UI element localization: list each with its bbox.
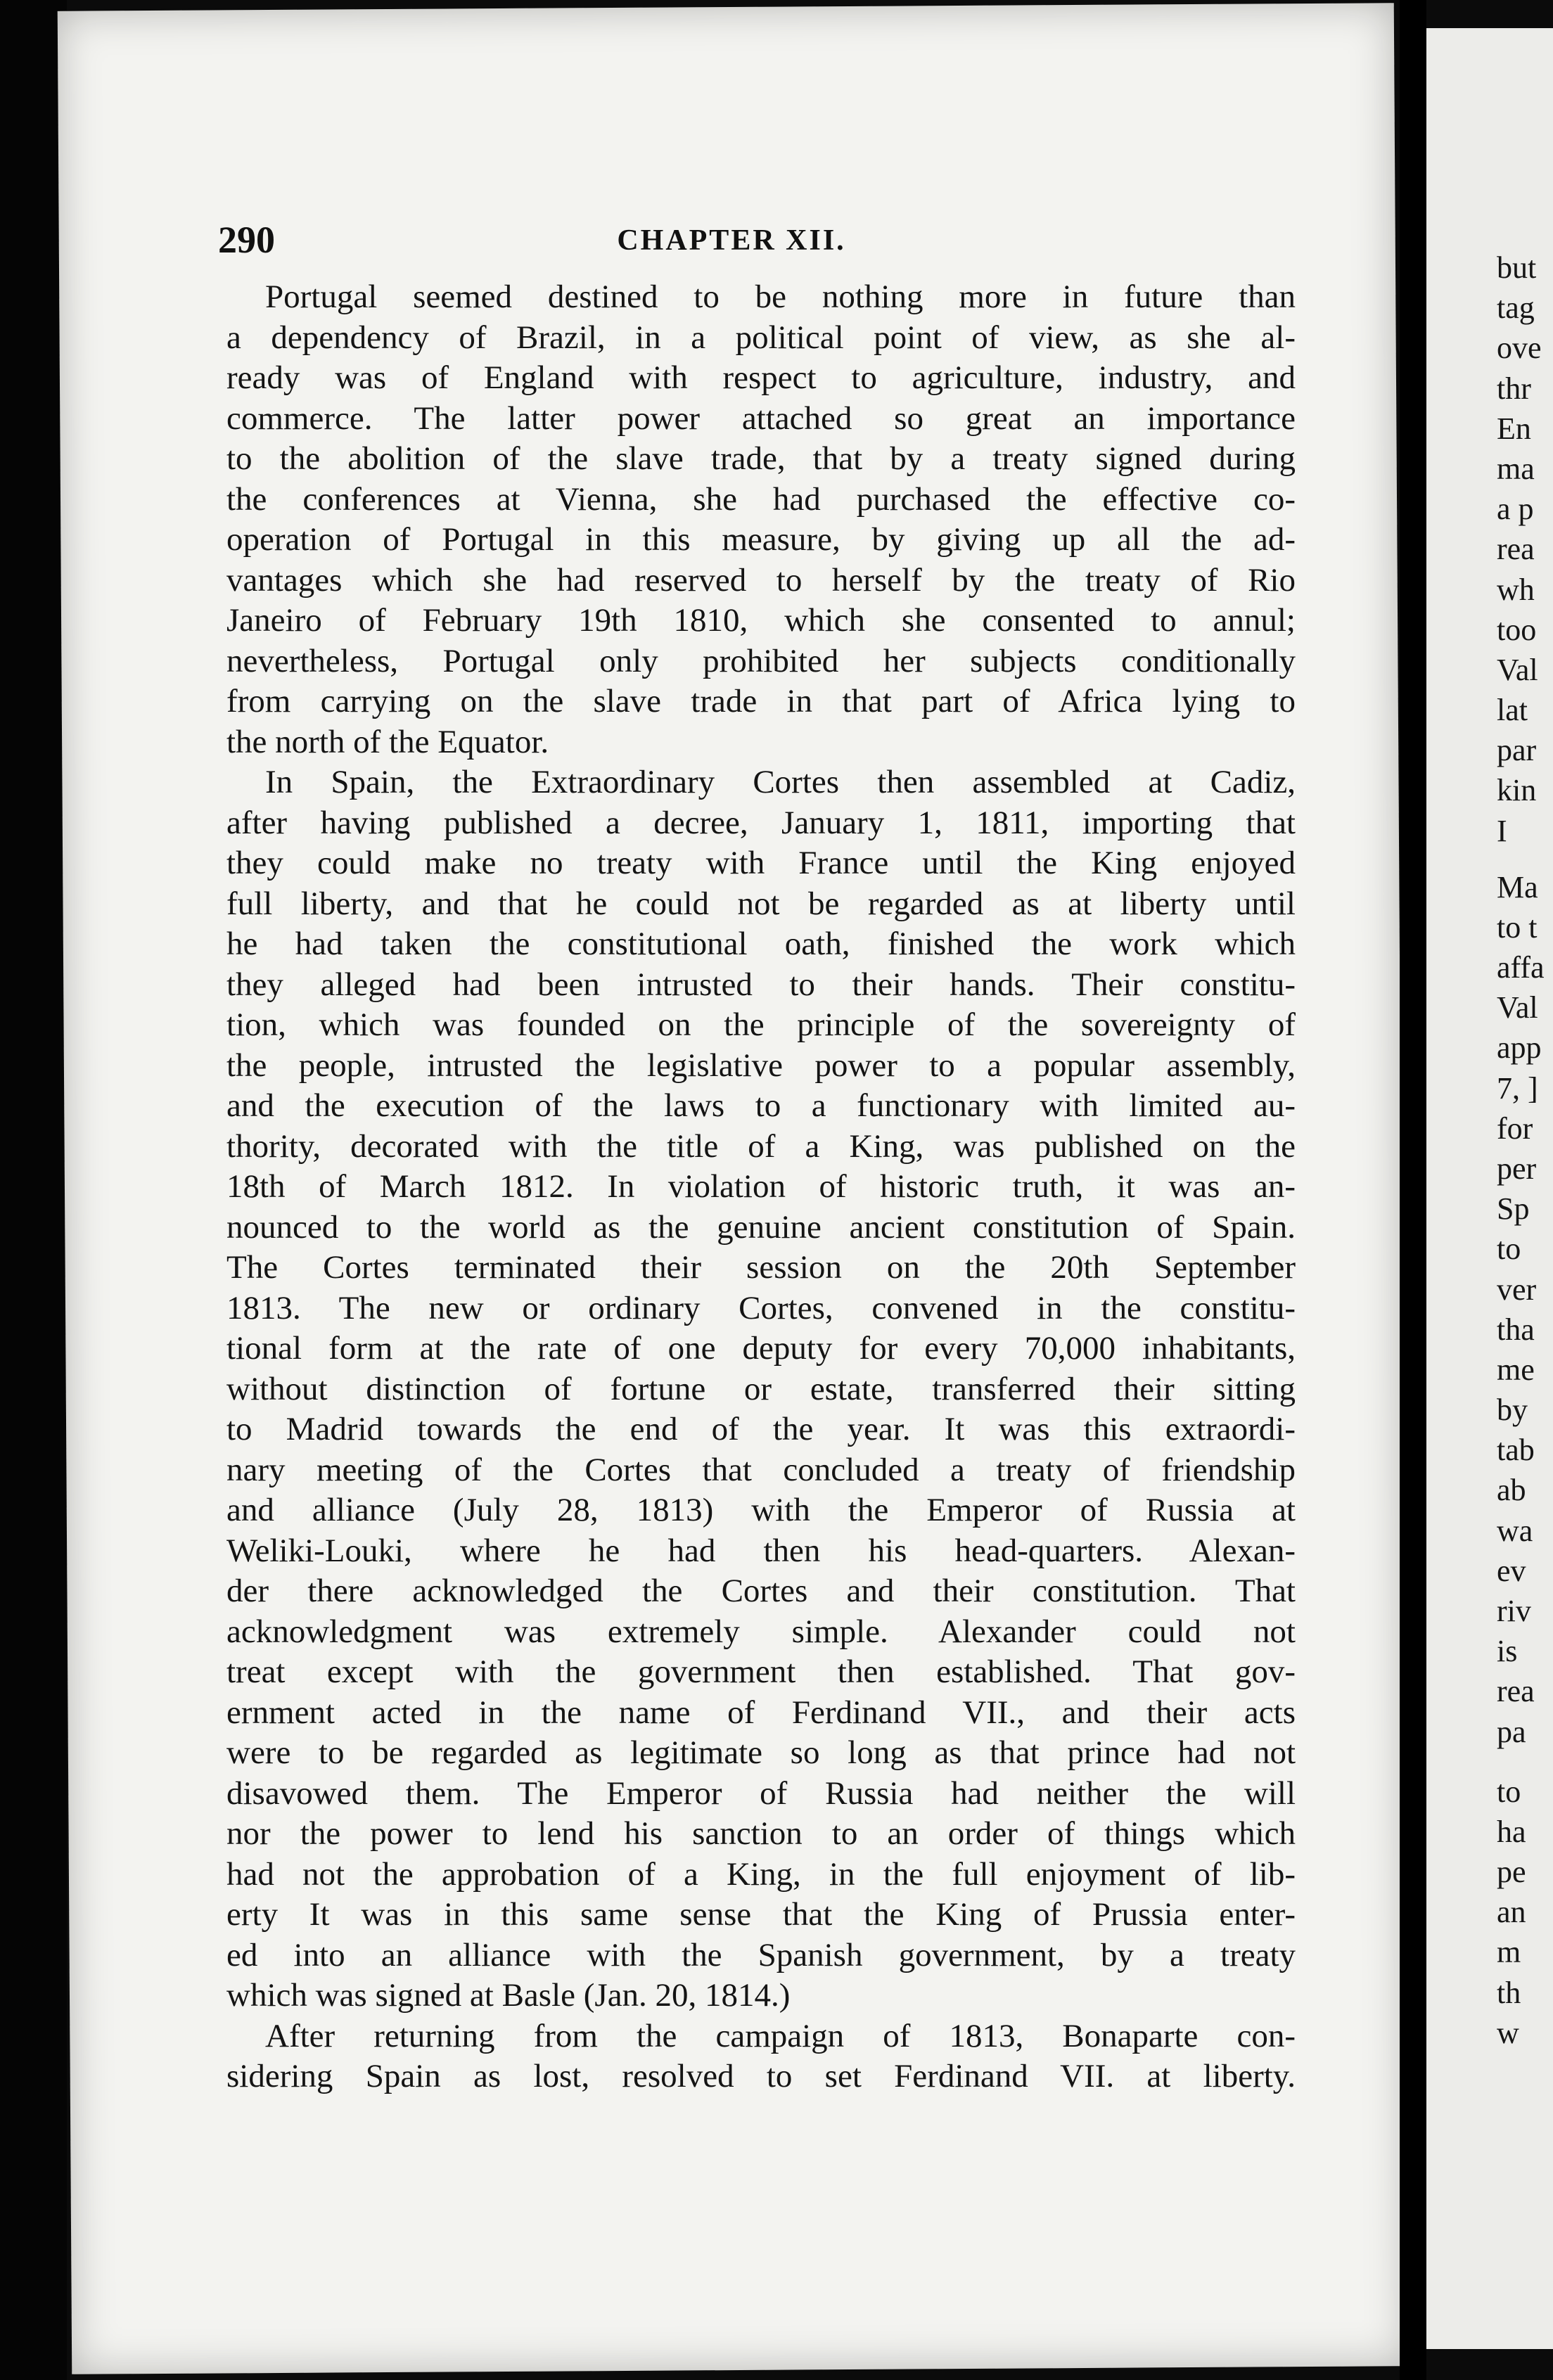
- facing-page-fragment: wa: [1497, 1513, 1533, 1548]
- facing-page-fragment: an: [1497, 1895, 1526, 1930]
- facing-page-fragment: Ma: [1497, 869, 1538, 904]
- text-line: tion, which was founded on the principle of the sovereignty of: [226, 1006, 1296, 1043]
- facing-page-fragment: per: [1497, 1151, 1537, 1186]
- text-line: sidering Spain as lost, resolved to set Ferdinand VII. at liberty.: [226, 2058, 1296, 2094]
- facing-page-fragment: wh: [1497, 572, 1535, 607]
- facing-page-fragment: ma: [1497, 451, 1535, 486]
- facing-page-fragment: ha: [1497, 1814, 1526, 1849]
- text-line: Weliki-Louki, where he had then his head-quarters. Alexan-: [226, 1532, 1296, 1569]
- text-line: full liberty, and that he could not be regarded as at liberty until: [226, 885, 1296, 922]
- text-line: The Cortes terminated their session on the 20th September: [226, 1249, 1296, 1286]
- text-line: ready was of England with respect to agriculture, industry, and: [226, 359, 1296, 396]
- text-line: In Spain, the Extraordinary Cortes then assembled at Cadiz,: [265, 764, 1296, 800]
- page-number: 290: [218, 219, 275, 261]
- facing-page-fragment: rea: [1497, 1674, 1535, 1709]
- text-line: erty It was in this same sense that the King of Prussia enter-: [226, 1896, 1296, 1933]
- text-line: 1813. The new or ordinary Cortes, convened in the constitu-: [226, 1289, 1296, 1326]
- text-line: thority, decorated with the title of a King, was published on the: [226, 1127, 1296, 1165]
- text-line: treat except with the government then established. That gov-: [226, 1653, 1296, 1690]
- facing-page-fragment: a p: [1497, 492, 1534, 527]
- book-gutter: [1400, 0, 1426, 2380]
- page-header: [155, 211, 1308, 267]
- facing-page-fragment: par: [1497, 733, 1537, 768]
- facing-page-fragment: En: [1497, 411, 1531, 446]
- facing-page-fragment: m: [1497, 1935, 1521, 1970]
- text-line: after having published a decree, January 1, 1811, importing that: [226, 804, 1296, 841]
- facing-page-fragment: 7, ]: [1497, 1070, 1538, 1106]
- text-line: they alleged had been intrusted to their hands. Their constitu-: [226, 966, 1296, 1003]
- facing-page-fragment: riv: [1497, 1594, 1531, 1628]
- facing-page-fragment: pe: [1497, 1854, 1526, 1889]
- facing-page-fragment: tha: [1497, 1312, 1535, 1347]
- running-head: CHAPTER XII.: [617, 224, 846, 257]
- body-text: [226, 277, 1296, 2097]
- text-line: vantages which she had reserved to herself by the treaty of Rio: [226, 561, 1296, 599]
- text-line: and alliance (July 28, 1813) with the Emperor of Russia at: [226, 1492, 1296, 1528]
- text-line: nevertheless, Portugal only prohibited her subjects conditionally: [226, 642, 1296, 679]
- text-line: to the abolition of the slave trade, that by a treaty signed during: [226, 440, 1296, 477]
- facing-page-fragment: by: [1497, 1393, 1528, 1428]
- text-line: the people, intrusted the legislative power to a popular assembly,: [226, 1047, 1296, 1084]
- facing-page-fragment: but: [1497, 250, 1537, 285]
- text-line: without distinction of fortune or estate, transferred their sitting: [226, 1370, 1296, 1407]
- facing-page-fragment: ove: [1497, 331, 1542, 366]
- facing-page-fragment: to: [1497, 1774, 1521, 1809]
- facing-page-fragment: tab: [1497, 1433, 1535, 1468]
- facing-page-fragment: to: [1497, 1231, 1521, 1267]
- facing-page-fragment: app: [1497, 1030, 1542, 1066]
- text-line: nor the power to lend his sanction to an order of things which: [226, 1815, 1296, 1852]
- facing-page-fragment: ver: [1497, 1272, 1537, 1307]
- text-line: After returning from the campaign of 1813, Bonaparte con-: [265, 2017, 1296, 2054]
- text-line: the north of the Equator.: [226, 723, 549, 760]
- text-line: Janeiro of February 19th 1810, which she consented to annul;: [226, 602, 1296, 639]
- text-line: nounced to the world as the genuine ancient constitution of Spain.: [226, 1208, 1296, 1246]
- text-line: der there acknowledged the Cortes and their constitution. That: [226, 1573, 1296, 1609]
- facing-page-fragment: w: [1497, 2015, 1519, 2050]
- facing-page-fragment: affa: [1497, 950, 1545, 985]
- facing-page-fragment: th: [1497, 1975, 1521, 2010]
- facing-page-fragment: Val: [1497, 652, 1538, 687]
- text-line: and the execution of the laws to a functionary with limited au-: [226, 1087, 1296, 1124]
- text-line: he had taken the constitutional oath, finished the work which: [226, 926, 1296, 962]
- facing-page-fragment: Sp: [1497, 1191, 1530, 1227]
- text-line: tional form at the rate of one deputy for every 70,000 inhabitants,: [226, 1330, 1296, 1367]
- text-line: ernment acted in the name of Ferdinand VII., and their acts: [226, 1694, 1296, 1731]
- facing-page-fragment: kin: [1497, 773, 1537, 808]
- facing-page-fragment: me: [1497, 1352, 1535, 1387]
- text-line: commerce. The latter power attached so great an importance: [226, 399, 1296, 437]
- facing-page-fragment: Val: [1497, 990, 1538, 1025]
- facing-page-fragment: tag: [1497, 290, 1535, 326]
- text-line: from carrying on the slave trade in that part of Africa lying to: [226, 683, 1296, 719]
- facing-page-fragment: is: [1497, 1634, 1518, 1669]
- text-line: the conferences at Vienna, she had purchased the effective co-: [226, 480, 1296, 518]
- text-line: which was signed at Basle (Jan. 20, 1814.): [226, 1977, 791, 2014]
- facing-page-fragment: to t: [1497, 909, 1538, 945]
- text-line: had not the approbation of a King, in the full enjoyment of lib-: [226, 1855, 1296, 1893]
- facing-page-fragment: ev: [1497, 1553, 1526, 1588]
- facing-page-text: [1497, 248, 1553, 2053]
- facing-page-fragment: rea: [1497, 532, 1535, 567]
- facing-page-fragment: for: [1497, 1111, 1533, 1146]
- facing-page-fragment: lat: [1497, 693, 1528, 728]
- text-line: nary meeting of the Cortes that concluded a treaty of friendship: [226, 1451, 1296, 1488]
- text-line: a dependency of Brazil, in a political point of view, as she al-: [226, 319, 1296, 356]
- text-line: ed into an alliance with the Spanish government, by a treaty: [226, 1936, 1296, 1973]
- scan-left-margin: [0, 0, 67, 2380]
- facing-page-fragment: ab: [1497, 1473, 1526, 1508]
- text-line: to Madrid towards the end of the year. It was this extraordi-: [226, 1411, 1296, 1447]
- text-line: they could make no treaty with France until the King enjoyed: [226, 845, 1296, 881]
- text-line: disavowed them. The Emperor of Russia had neither the will: [226, 1774, 1296, 1812]
- facing-page-fragment: pa: [1497, 1714, 1526, 1749]
- facing-page-fragment: thr: [1497, 371, 1531, 406]
- text-line: Portugal seemed destined to be nothing more in future than: [265, 279, 1296, 315]
- text-line: acknowledgment was extremely simple. Alexander could not: [226, 1613, 1296, 1650]
- text-line: were to be regarded as legitimate so long as that prince had not: [226, 1734, 1296, 1771]
- facing-page-fragment: I: [1497, 813, 1507, 848]
- text-line: 18th of March 1812. In violation of historic truth, it was an-: [226, 1168, 1296, 1205]
- facing-page-fragment: too: [1497, 612, 1537, 647]
- text-line: operation of Portugal in this measure, by giving up all the ad-: [226, 521, 1296, 558]
